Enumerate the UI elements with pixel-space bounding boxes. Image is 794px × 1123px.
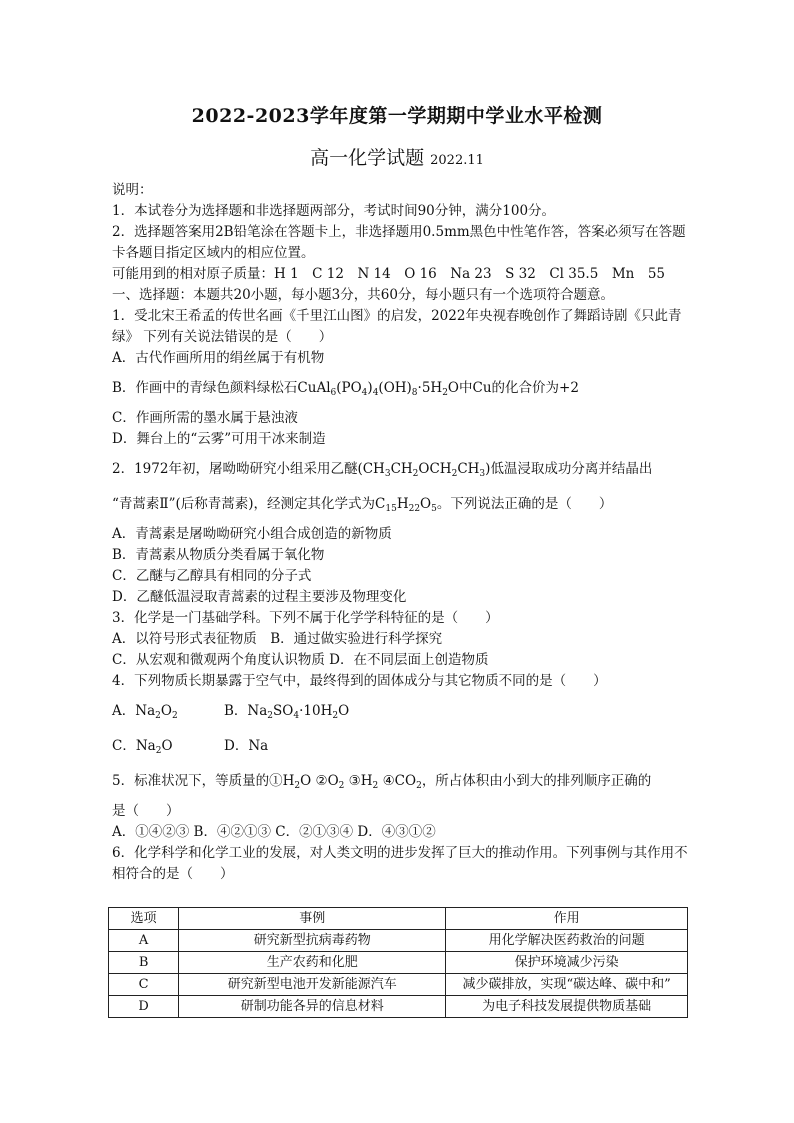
q6-stem: 6．化学科学和化学工业的发展，对人类文明的进步发挥了巨大的推动作用。下列事例与其作用不相符合的是（ ） (112, 845, 688, 882)
q1-option-c: C．作画所需的墨水属于悬浊液 (112, 410, 298, 426)
q3-options-ab: A．以符号形式表征物质 B．通过做实验进行科学探究 (112, 631, 443, 647)
table-cell: D (109, 996, 179, 1018)
q1-option-b: B．作画中的青绿色颜料绿松石$CuAl_6(PO_4)_4(OH)_8\cdot 5H_2O$中Cu的化合价为+2 (112, 380, 579, 398)
atomic-masses: 可能用到的相对原子质量：H 1 C 12 N 14 O 16 Na 23 S 32 Cl 35.5 Mn 55 (112, 266, 666, 282)
q2-option-d: D．乙醚低温浸取青蒿素的过程主要涉及物理变化 (112, 589, 407, 605)
q4-option-a: A．$Na_2O_2$ (112, 703, 178, 721)
q1-stem: 1．受北宋王希孟的传世名画《千里江山图》的启发，2022年央视春晚创作了舞蹈诗剧《只此青绿》 下列有关说法错误的是（ ） (112, 308, 682, 345)
table-cell: 研制功能各异的信息材料 (179, 996, 446, 1018)
note-2: 2．选择题答案用2B铅笔涂在答题卡上，非选择题用0.5mm黑色中性笔作答，答案必须写在答题卡各题目指定区域内的相应位置。 (112, 224, 686, 261)
q4-stem: 4．下列物质长期暴露于空气中，最终得到的固体成分与其它物质不同的是（ ） (112, 673, 607, 689)
q1-option-a: A．古代作画所用的绢丝属于有机物 (112, 350, 325, 366)
table-row (109, 930, 688, 952)
q2-option-a: A．青蒿素是屠呦呦研究小组合成创造的新物质 (112, 526, 392, 542)
q4-options-cd (112, 736, 692, 757)
exam-body (112, 180, 692, 885)
q5-stem: 5．标准状况下，等质量的$①H_2O$ $②O_2$ $③H_2$ $④CO_2$，所占体积由小到大的排列顺序正确的 (112, 773, 652, 791)
table-header: 事例 (179, 908, 446, 930)
table-cell: A (109, 930, 179, 952)
q5-options: A．①④②③ B．④②①③ C．②①③④ D．④③①② (112, 824, 436, 840)
table-row (109, 996, 688, 1018)
table-cell: 为电子科技发展提供物质基础 (446, 996, 688, 1018)
q5-stem-end: 是（ ） (112, 803, 180, 819)
table-cell: 减少碳排放，实现“碳达峰、碳中和” (446, 974, 688, 996)
exam-subtitle (0, 148, 794, 171)
q4-option-c: C．$Na_2O$ (112, 738, 173, 756)
table-cell: 研究新型电池开发新能源汽车 (179, 974, 446, 996)
q2-stem-line2: “青蒿素Ⅱ”(后称青蒿素)，经测定其化学式为$C_{15}H_{22}O_5$。下列说法正确的是（ ） (112, 496, 613, 514)
q4-option-d: D．Na (224, 738, 269, 754)
exam-date: 2022.11 (430, 153, 484, 168)
table-row (109, 974, 688, 996)
table-cell: 生产农药和化肥 (179, 952, 446, 974)
q2-option-b: B．青蒿素从物质分类看属于氧化物 (112, 547, 325, 563)
q4-options-ab (112, 701, 692, 722)
note-1: 1．本试卷分为选择题和非选择题两部分，考试时间90分钟，满分100分。 (112, 203, 556, 219)
q6-table (108, 907, 688, 1018)
table-cell: 用化学解决医药救治的问题 (446, 930, 688, 952)
q1-option-d: D．舞台上的“云雾”可用干冰来制造 (112, 431, 326, 447)
table-header: 选项 (109, 908, 179, 930)
exam-title: 2022-2023学年度第一学期期中学业水平检测 (191, 105, 603, 127)
table-header-row (109, 908, 688, 930)
q4-option-b: B．$Na_2SO_4\cdot 10H_2O$ (224, 703, 350, 721)
table-cell: 研究新型抗病毒药物 (179, 930, 446, 952)
table-cell: B (109, 952, 179, 974)
table-cell: 保护环境减少污染 (446, 952, 688, 974)
section-heading: 一、选择题：本题共20小题，每小题3分，共60分，每小题只有一个选项符合题意。 (112, 287, 614, 303)
q3-stem: 3．化学是一门基础学科。下列不属于化学学科特征的是（ ） (112, 610, 499, 626)
notes-heading: 说明： (112, 182, 153, 198)
q2-option-c: C．乙醚与乙醇具有相同的分子式 (112, 568, 312, 584)
q2-stem-line1: 2．1972年初，屠呦呦研究小组采用乙醚$(CH_3CH_2OCH_2CH_3)$低温浸取成功分离并结晶出 (112, 461, 653, 479)
table-row (109, 952, 688, 974)
table-cell: C (109, 974, 179, 996)
subject-title: 高一化学试题 (310, 147, 425, 169)
q3-options-cd: C．从宏观和微观两个角度认识物质 D．在不同层面上创造物质 (112, 652, 489, 668)
table-header: 作用 (446, 908, 688, 930)
